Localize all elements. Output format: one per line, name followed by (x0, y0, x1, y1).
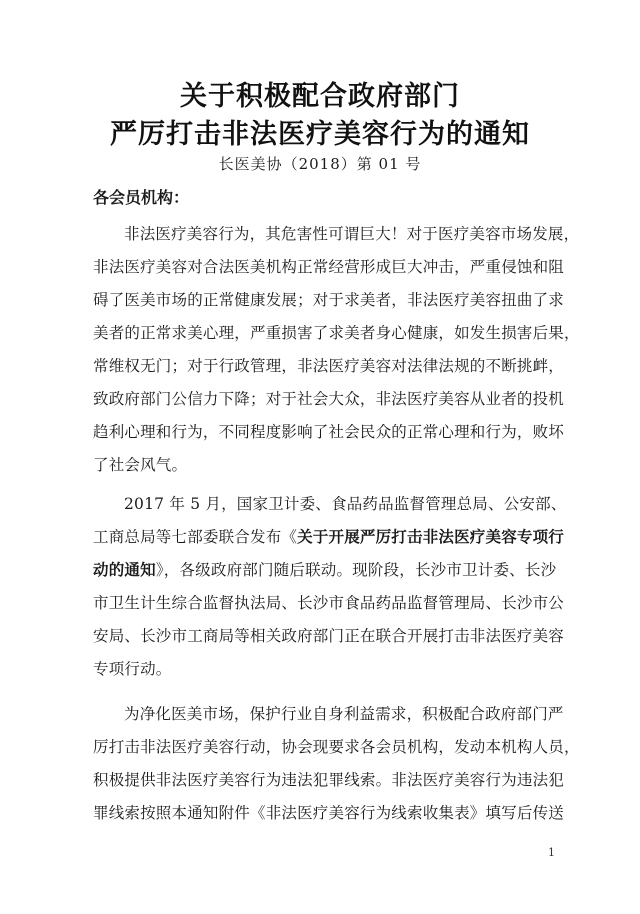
paragraph-2-text: 工商总局等七部委联合发布《 (93, 528, 298, 546)
paragraph-1-line: 美者的正常求美心理，严重损害了求美者身心健康，如发生损害后果， (93, 324, 580, 342)
title-line-1: 关于积极配合政府部门 (180, 81, 460, 112)
cited-document-title: 动的通知 (93, 561, 156, 579)
paragraph-2-line: 市卫生计生综合监督执法局、长沙市食品药品监督管理局、长沙市公 (93, 594, 565, 612)
paragraph-1-line: 常维权无门；对于行政管理，非法医疗美容对法律法规的不断挑衅， (93, 357, 565, 375)
salutation: 各会员机构： (93, 188, 190, 207)
paragraph-3-line: 厉打击非法医疗美容行动，协会现要求各会员机构，发动本机构人员， (93, 738, 580, 756)
paragraph-1-line: 非法医疗美容对合法医美机构正常经营形成巨大冲击，严重侵蚀和阻 (93, 258, 565, 276)
paragraph-3-line: 罪线索按照本通知附件《非法医疗美容行为线索收集表》填写后传送 (93, 804, 565, 822)
paragraph-2-line: 专项行动。 (93, 660, 172, 678)
paragraph-2-line: 2017 年 5 月，国家卫计委、食品药品监督管理总局、公安部、 (124, 495, 567, 513)
page-number: 1 (548, 846, 555, 859)
cited-document-title: 关于开展严厉打击非法医疗美容专项行 (297, 528, 565, 546)
paragraph-1-line: 趋利心理和行为，不同程度影响了社会民众的正常心理和行为，败坏 (93, 423, 565, 441)
paragraph-1-line: 非法医疗美容行为，其危害性可谓巨大！对于医疗美容市场发展， (124, 225, 580, 243)
paragraph-2-line (93, 558, 555, 580)
document-number: 长医美协（2018）第 01 号 (218, 155, 422, 173)
paragraph-1-line: 致政府部门公信力下降；对于社会大众，非法医疗美容从业者的投机 (93, 390, 565, 408)
paragraph-2-text: 》，各级政府部门随后联动。现阶段，长沙市卫计委、长沙 (155, 561, 557, 579)
paragraph-3-line: 积极提供非法医疗美容行为违法犯罪线索。非法医疗美容行为违法犯 (93, 771, 565, 789)
title-line-2: 严厉打击非法医疗美容行为的通知 (110, 119, 530, 150)
paragraph-2-line: 安局、长沙市工商局等相关政府部门正在联合开展打击非法医疗美容 (93, 627, 565, 645)
paragraph-1-line: 了社会风气。 (93, 456, 188, 474)
paragraph-1-line: 碍了医美市场的正常健康发展；对于求美者，非法医疗美容扭曲了求 (93, 291, 565, 309)
paragraph-2-line (93, 525, 565, 547)
paragraph-3-line: 为净化医美市场，保护行业自身利益需求，积极配合政府部门严 (124, 705, 564, 723)
